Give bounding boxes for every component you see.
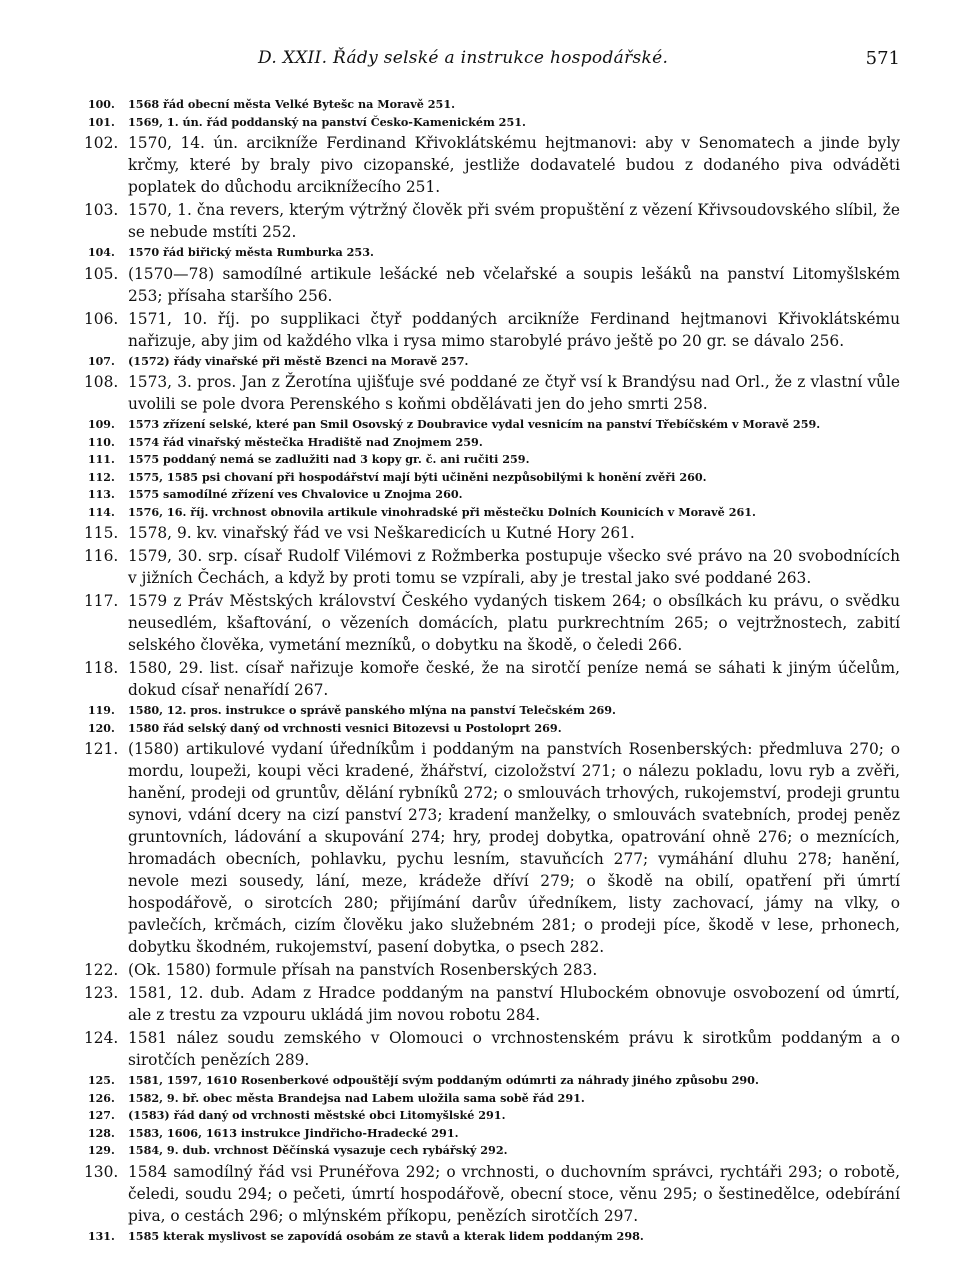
list-item: [84, 522, 900, 544]
list-item: [84, 959, 900, 981]
entry-number: 129.: [88, 1144, 115, 1157]
entry-text: (1583) řád daný od vrchnosti městské obci Litomyšlské 291.: [128, 1108, 506, 1122]
entry-text: 1568 řád obecní města Velké Bytešc na Moravě 251.: [128, 97, 456, 111]
entry-text: 1581 nález soudu zemského v Olomouci o vrchnostenském právu k sirotkům poddaným a o sirotčích penězích 289.: [128, 1029, 900, 1069]
entry-text: 1578, 9. kv. vinařský řád ve vsi Neškaredicích u Kutné Hory 261.: [128, 524, 635, 542]
entry-number: 100.: [88, 98, 115, 111]
page-header: [88, 48, 900, 78]
entry-text: 1569, 1. ún. řád poddanský na panství Česko-Kamenickém 251.: [128, 114, 526, 129]
entry-list: [84, 96, 900, 1245]
entry-number: 102.: [84, 134, 119, 152]
list-item: [84, 982, 900, 1026]
entry-number: 120.: [88, 721, 115, 735]
entry-text: 1580, 29. list. císař nařizuje komoře české, že na sirotčí peníze nemá se sáhati k jiným účelům, dokud císař nenařídí 267.: [128, 659, 900, 699]
entry-text: (1580) artikulové vydaní úředníkům i poddaným na panstvích Rosenberských: předmluva 270; o mordu, loupeži, koupi věci kradené, žhářství, cizoložství 271; o nálezu pokladu, lovu ryb a zvěři, hanění, prodeji od gruntův, dělání rybníků 272; o smlouvách trhových, rukojemství, prodeji gruntu synovi, vdání dcery na cizí panství 273; kradení manželky, o smlouvách svatebních, prodej peněz gruntovních, ládování a skupování 274; hry, prodej dobytka, opatrování ohně 276; o meznících, hromadách obecních, pohlavku, pychu lesním, stavuňcích 277; vymáhání dluhu 278; hanění, nevole mezi sousedy, lání, meze, krádeže dříví 279; o škodě na obilí, opatření při úmrtí hospodářově, o sirotcích 280; přijímání darův úředníkem, listy zachovací, jámy na vlky, o pavlečích, krčmách, cizím člověku jako služebném 281; o prodeji píce, škodě v lese, prhonech, dobytku škodném, rukojemství, pasení dobytka, o psech 282.: [128, 740, 900, 956]
entry-number: 119.: [88, 704, 115, 717]
list-item: [84, 199, 900, 243]
entry-number: 127.: [88, 1109, 115, 1122]
entry-text: 1583, 1606, 1613 instrukce Jindřicho-Hradecké 291.: [128, 1125, 459, 1140]
list-item: [88, 504, 900, 522]
entry-number: 115.: [84, 524, 119, 542]
entry-number: 110.: [88, 435, 115, 449]
entry-number: 130.: [84, 1162, 119, 1181]
entry-text: 1576, 16. říj. vrchnost obnovila artikule vinohradské při městečku Dolních Kounicích v Moravě 261.: [128, 504, 756, 519]
entry-number: 105.: [84, 264, 119, 283]
list-item: [88, 1142, 900, 1160]
entry-number: 109.: [88, 418, 115, 431]
entry-text: 1584, 9. dub. vrchnost Děčínská vysazuje cech rybářský 292.: [128, 1143, 508, 1157]
list-item: [84, 1027, 900, 1071]
entry-number: 106.: [84, 309, 119, 328]
entry-text: 1579, 30. srp. císař Rudolf Vilémovi z Rožmberka postupuje všecko své právo na 20 svobodnících v jižních Čechách, a když by proti tomu se vzpírali, aby je trestal jako své poddané 263.: [128, 547, 900, 587]
entry-text: 1581, 12. dub. Adam z Hradce poddaným na panství Hlubockém obnovuje osvobození od úmrtí, ale z trestu za vzpouru ukládá jim novou robotu 284.: [128, 984, 900, 1024]
list-item: [88, 702, 900, 720]
entry-text: 1573 zřízení selské, které pan Smil Osovský z Doubravice vydal vesnicím na panství Třebíčském v Moravě 259.: [128, 417, 821, 431]
entry-number: 124.: [84, 1029, 119, 1047]
list-item: [88, 1090, 900, 1108]
entry-number: 103.: [84, 201, 119, 219]
list-item: [88, 114, 900, 132]
entry-text: 1571, 10. říj. po supplikaci čtyř poddaných arcikníže Ferdinand hejtmanovi Křivoklátskému nařizuje, aby jim od každého vlka i rysa mimo starobylé právo ještě po 20 gr. se dávalo 256.: [128, 309, 900, 350]
list-item: [84, 590, 900, 656]
entry-number: 107.: [88, 354, 115, 368]
entry-text: (1570—78) samodílné artikule lešácké neb včelařské a soupis lešáků na panství Litomyšlském 253; přísaha staršího 256.: [128, 264, 900, 305]
list-item: [88, 1125, 900, 1143]
entry-text: 1579 z Práv Městských království Českého vydaných tiskem 264; o obsílkách ku právu, o svědku neusedlém, kšaftování, o vězeních domácích, platu purkrechtním 265; o vejtržnostech, zabití selského člověka, vymetání mezníků, o dobytku na škodě, o čeledi 266.: [128, 592, 900, 654]
list-item: [84, 657, 900, 701]
list-item: [88, 416, 900, 434]
list-item: [88, 720, 900, 738]
entry-number: 131.: [88, 1229, 115, 1243]
entry-number: 104.: [88, 246, 115, 259]
entry-text: 1575 samodílné zřízení ves Chvalovice u Znojma 260.: [128, 487, 463, 501]
entry-text: 1570 řád biřický města Rumburka 253.: [128, 245, 374, 259]
list-item: [88, 96, 900, 114]
entry-number: 113.: [88, 488, 115, 501]
list-item: [88, 1107, 900, 1125]
entry-number: 123.: [84, 984, 119, 1002]
entry-number: 121.: [84, 740, 119, 758]
list-item: [84, 738, 900, 958]
page-number: 571: [865, 48, 900, 69]
list-item: [88, 451, 900, 469]
list-item: [84, 263, 900, 307]
entry-text: 1580, 12. pros. instrukce o správě panského mlýna na panství Telečském 269.: [128, 703, 616, 717]
list-item: [88, 434, 900, 452]
list-item: [88, 1228, 900, 1246]
entry-number: 125.: [88, 1074, 115, 1087]
entry-text: 1575 poddaný nemá se zadlužiti nad 3 kopy gr. č. ani ručiti 259.: [128, 452, 530, 466]
running-title: D. XXII. Řády selské a instrukce hospodářské.: [258, 48, 669, 68]
list-item: [88, 469, 900, 487]
list-item: [84, 1161, 900, 1227]
entry-text: 1581, 1597, 1610 Rosenberkové odpouštějí svým poddaným odúmrti za náhrady jiného způsobu 290.: [128, 1073, 759, 1087]
entry-number: 122.: [84, 961, 119, 979]
entry-number: 126.: [88, 1091, 115, 1105]
entry-number: 101.: [88, 115, 115, 129]
entry-text: 1580 řád selský daný od vrchnosti vesnici Bitozevsi u Postoloprt 269.: [128, 720, 562, 735]
entry-text: 1573, 3. pros. Jan z Žerotína ujišťuje své poddané ze čtyř vsí k Brandýsu nad Orl., že z vlastní vůle uvolili se pole dvora Perenského s koňmi obdělávati jen do jeho smrti 258.: [128, 373, 900, 413]
list-item: [84, 545, 900, 589]
entry-number: 117.: [84, 592, 119, 610]
entry-text: 1584 samodílný řád vsi Prunéřova 292; o vrchnosti, o duchovním správci, rychtáři 293; o robotě, čeledi, soudu 294; o pečeti, úmrtí hospodářově, obecní stoce, věnu 295; o šestinedělce, odebírání piva, o cestách 296; o mlýnském příkopu, penězích sirotčích 297.: [128, 1162, 900, 1225]
entry-text: (Ok. 1580) formule přísah na panstvích Rosenberských 283.: [128, 961, 598, 979]
entry-text: 1582, 9. bř. obec města Brandejsa nad Labem uložila sama sobě řád 291.: [128, 1090, 585, 1105]
list-item: [88, 244, 900, 262]
entry-number: 112.: [88, 470, 115, 484]
list-item: [88, 353, 900, 371]
entry-number: 114.: [88, 505, 115, 519]
list-item: [88, 1072, 900, 1090]
entry-text: 1570, 1. čna revers, kterým výtržný člověk při svém propuštění z vězení Křivsoudovského slíbil, že se nebude mstíti 252.: [128, 201, 900, 241]
list-item: [84, 132, 900, 198]
entry-text: 1575, 1585 psi chovaní při hospodářství mají býti učiněni nezpůsobilými k honění zvěři 260.: [128, 469, 707, 484]
entry-text: 1574 řád vinařský městečka Hradiště nad Znojmem 259.: [128, 434, 483, 449]
entry-number: 111.: [88, 453, 115, 466]
entry-number: 116.: [84, 547, 119, 565]
entry-number: 108.: [84, 373, 119, 391]
entry-number: 128.: [88, 1126, 115, 1140]
entry-text: (1572) řády vinařské při městě Bzenci na Moravě 257.: [128, 353, 469, 368]
list-item: [84, 308, 900, 352]
list-item: [84, 371, 900, 415]
entry-text: 1570, 14. ún. arcikníže Ferdinand Křivoklátskému hejtmanovi: aby v Senomatech a jinde byly krčmy, které by braly pivo cizopanské, jestliže dodavatelé budou z dodaného piva odváděti poplatek do důchodu arciknížecího 251.: [128, 134, 900, 196]
document-page: [84, 48, 900, 1245]
entry-number: 118.: [84, 659, 119, 677]
entry-text: 1585 kterak myslivost se zapovídá osobám ze stavů a kterak lidem poddaným 298.: [128, 1228, 644, 1243]
list-item: [88, 486, 900, 504]
